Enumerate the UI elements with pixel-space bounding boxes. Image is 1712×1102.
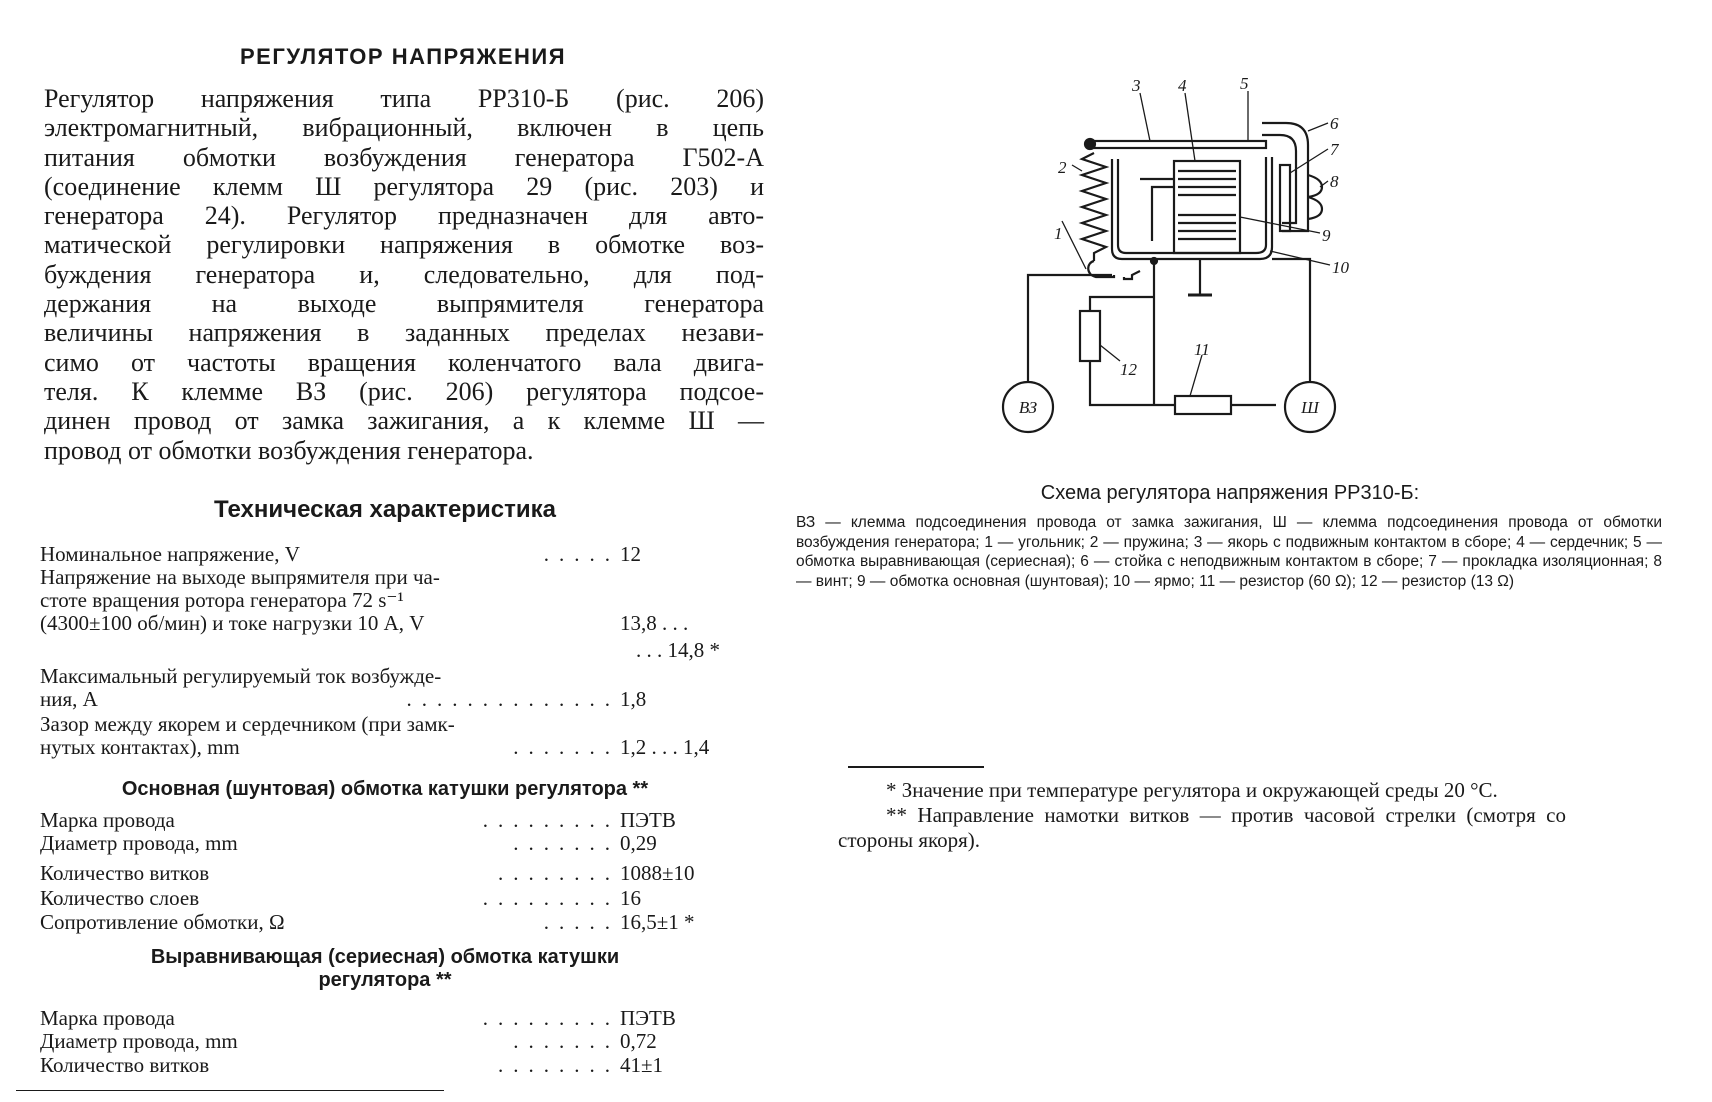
- spec-value: 0,72: [620, 1029, 657, 1053]
- intro-line: матической регулировки напряжения в обмотке воз-: [44, 230, 764, 260]
- intro-line: генератора 24). Регулятор предназначен для авто-: [44, 201, 764, 231]
- spec-value: 41±1: [620, 1053, 664, 1077]
- insulation-pad: [1280, 165, 1290, 231]
- spec-value: ПЭТВ: [620, 808, 676, 832]
- intro-line: (соединение клемм Ш регулятора 29 (рис. 203) и: [44, 171, 764, 201]
- intro-line: симо от частоты вращения коленчатого вала двига-: [44, 347, 764, 377]
- spec-label: (4300±100 об/мин) и токе нагрузки 10 А, V: [40, 611, 425, 635]
- spec-label: Количество витков: [40, 1053, 210, 1077]
- footnote-rule: [848, 766, 984, 768]
- footnote-1: * Значение при температуре регулятора и окружающей среды 20 °С.: [886, 778, 1498, 802]
- label-2: 2: [1058, 158, 1067, 177]
- spec-label: Номинальное напряжение, V: [40, 542, 300, 566]
- resistor-11: [1175, 396, 1231, 414]
- spec-row: Марка провода ......... ПЭТВ: [40, 808, 676, 832]
- subheading-series-line: Выравнивающая (сериесная) обмотка катушки: [150, 946, 620, 968]
- spec-value: 0,29: [620, 831, 657, 855]
- spec-label: Напряжение на выходе выпрямителя при ча-: [40, 565, 440, 589]
- spec-row: Марка провода ......... ПЭТВ: [40, 1006, 676, 1030]
- spec-row: Номинальное напряжение, V ..... 12: [40, 542, 641, 566]
- spec-label: Марка провода: [40, 1006, 175, 1030]
- spec-value: 16: [620, 886, 641, 910]
- spec-row: [40, 611, 730, 637]
- spec-label: ния, А: [40, 687, 98, 711]
- spec-row: Диаметр провода, mm ....... 0,29: [40, 831, 657, 855]
- resistor-12: [1080, 311, 1100, 361]
- subheading-shunt: Основная (шунтовая) обмотка катушки регулятора **: [121, 778, 649, 800]
- page-title: РЕГУЛЯТОР НАПРЯЖЕНИЯ: [240, 44, 567, 69]
- spec-value: 1088±10: [620, 861, 695, 885]
- spec-row: [40, 638, 730, 664]
- footnote-2: ** Направление намотки витков — против часовой стрелки (смотря со стороны якоря).: [838, 803, 1566, 852]
- label-8: 8: [1330, 172, 1339, 191]
- spec-row: нутых контактах), mm ....... 1,2 . . . 1,4: [40, 735, 710, 759]
- yoke: [1112, 159, 1188, 259]
- intro-line: величины напряжения в заданных пределах незави-: [44, 318, 764, 348]
- tech-heading: Техническая характеристика: [214, 496, 556, 523]
- spec-row: ния, А .............. 1,8: [40, 687, 647, 711]
- label-1: 1: [1054, 224, 1063, 243]
- spec-label: стоте вращения ротора генератора 72 s⁻¹: [40, 588, 404, 612]
- screw: [1308, 175, 1322, 197]
- intro-line: питания обмотки возбуждения генератора Г502-А: [44, 142, 764, 172]
- spec-value: 12: [620, 542, 641, 566]
- intro-line: провод от обмотки возбуждения генератора.: [44, 435, 534, 465]
- figure-caption-title: Схема регулятора напряжения РР310-Б:: [1040, 482, 1420, 504]
- terminal-sh-label: Ш: [1301, 398, 1319, 417]
- spec-value: 16,5±1 *: [620, 910, 695, 934]
- spec-value: 1,2 . . . 1,4: [620, 735, 710, 759]
- figure-caption-legend: ВЗ — клемма подсоединения провода от замка зажигания, Ш — клемма подсоединения провода от обмотки возбуждения генератора; 1 — угольник; 2 — пружина; 3 — якорь с подвижным контактом в сборе; 4 — сердечник; 5 — обмотка выравнивающая (сериесная); 6 — стойка с неподвижным контактом в сборе; 7 — прокладка изоляционная; 8 — винт; 9 — обмотка основная (шунтовая); 10 — ярмо; 11 — резистор (60 Ω); 12 — резистор (13 Ω): [796, 514, 1662, 590]
- spec-row: Количество витков ........ 1088±10: [40, 861, 695, 885]
- subheading-series-line: регулятора **: [318, 969, 452, 991]
- spec-label: Количество витков: [40, 861, 210, 885]
- terminal-vz-label: ВЗ: [1018, 398, 1038, 417]
- label-7: 7: [1330, 140, 1339, 159]
- intro-paragraph: [44, 84, 764, 465]
- armature: [1090, 141, 1266, 148]
- spec-label: нутых контактах), mm: [40, 735, 240, 759]
- intro-line: держания на выходе выпрямителя генератора: [44, 289, 764, 319]
- subheading-series: [40, 946, 730, 992]
- footnotes: [838, 778, 1566, 853]
- page-bottom-rule: [16, 1090, 444, 1091]
- spec-label: Количество слоев: [40, 886, 200, 910]
- label-6: 6: [1330, 114, 1339, 133]
- label-9: 9: [1322, 226, 1331, 245]
- spec-label: Сопротивление обмотки, Ω: [40, 910, 285, 934]
- spec-row: Сопротивление обмотки, Ω ..... 16,5±1 *: [40, 910, 695, 934]
- spec-value: ПЭТВ: [620, 1006, 676, 1030]
- spring: [1082, 153, 1106, 261]
- label-5: 5: [1240, 75, 1249, 93]
- label-3: 3: [1132, 76, 1141, 95]
- spec-row: Диаметр провода, mm ....... 0,72: [40, 1029, 657, 1053]
- spec-label: Диаметр провода, mm: [40, 1029, 238, 1053]
- label-4: 4: [1178, 76, 1187, 95]
- intro-line: динен провод от замка зажигания, а к клемме Ш —: [44, 406, 764, 436]
- spec-value: . . . 14,8 *: [636, 638, 720, 662]
- spec-label: Диаметр провода, mm: [40, 831, 238, 855]
- label-10: 10: [1332, 258, 1349, 277]
- spec-row: Количество слоев ......... 16: [40, 886, 641, 910]
- regulator-circuit-diagram: [990, 75, 1390, 445]
- spec-label: Марка провода: [40, 808, 175, 832]
- intro-line: Регулятор напряжения типа РР310-Б (рис. 206): [44, 84, 764, 113]
- spec-label: Максимальный регулируемый ток возбужде-: [40, 664, 442, 688]
- spec-label: Зазор между якорем и сердечником (при замк-: [40, 712, 455, 736]
- spec-value: 1,8: [620, 687, 647, 711]
- intro-line: теля. К клемме ВЗ (рис. 206) регулятора подсое-: [44, 376, 764, 406]
- label-12: 12: [1120, 360, 1137, 379]
- spec-row: Количество витков ........ 41±1: [40, 1053, 664, 1077]
- label-11: 11: [1194, 340, 1210, 359]
- intro-line: электромагнитный, вибрационный, включен в цепь: [44, 113, 764, 143]
- spec-value: 13,8 . . .: [620, 611, 689, 635]
- intro-line: буждения генератора и, следовательно, для под-: [44, 259, 764, 289]
